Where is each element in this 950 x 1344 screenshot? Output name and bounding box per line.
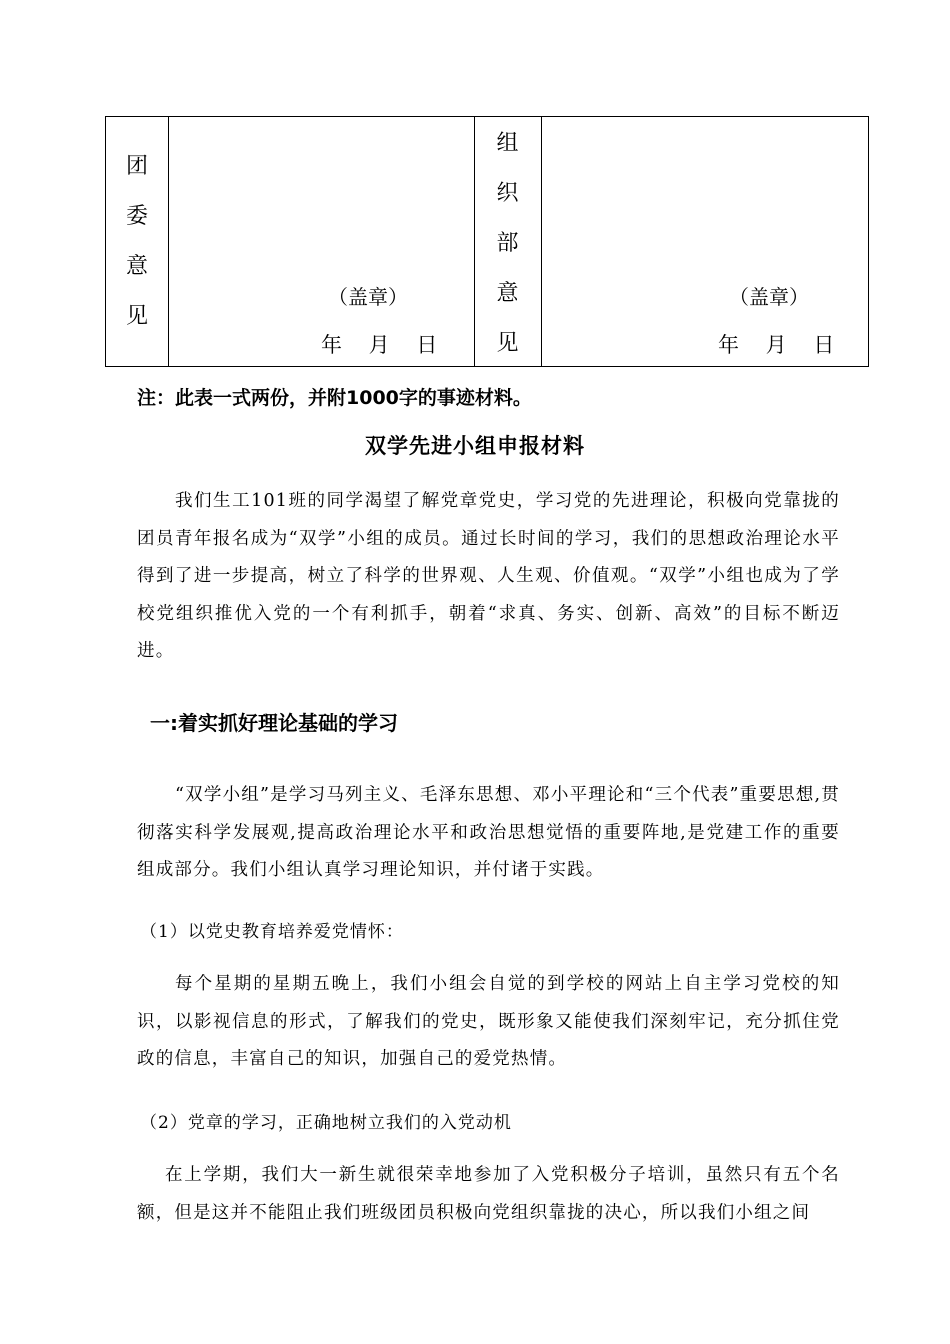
label-char: 意 [496,281,519,306]
league-committee-label-cell [106,117,169,366]
section-paragraph: “双学小组”是学习马列主义、毛泽东思想、邓小平理论和“三个代表”重要思想,贯彻落实科学发展观,提高政治理论水平和政治思想觉悟的重要阵地,是党建工作的重要组成部分。我们小组认真学习理论知识，并付诸于实践。 [137,785,840,881]
label-char: 组 [496,131,519,156]
date-label-left: 年 月 日 [321,333,439,357]
seal-label-right: （盖章） [729,285,809,309]
item2-text: 在上学期，我们大一新生就很荣幸地参加了入党积极分子培训，虽然只有五个名额，但是这并不能阻止我们班级团员积极向党组织靠拢的决心，所以我们小组之间 [137,1165,840,1223]
document-title: 双学先进小组申报材料 [365,434,585,458]
label-char: 意 [125,254,148,279]
section-heading: 一:着实抓好理论基础的学习 [150,711,398,735]
item1-text: 每个星期的星期五晚上，我们小组会自觉的到学校的网站上自主学习党校的知识，以影视信息的形式，了解我们的党史，既形象又能使我们深刻牢记，充分抓住党政的信息，丰富自己的知识，加强自己的爱党热情。 [137,974,840,1070]
label-char: 见 [125,304,148,329]
seal-label-left: （盖章） [328,285,408,309]
label-char: 见 [496,331,519,356]
item2-title: （2）党章的学习，正确地树立我们的入党动机 [140,1113,512,1133]
date-label-right: 年 月 日 [718,333,836,357]
label-char: 团 [125,154,148,179]
organization-dept-opinion-cell [541,117,868,366]
organization-dept-label-cell [474,117,542,366]
item1-title: （1）以党史教育培养爱党情怀： [140,922,404,942]
organization-dept-label [474,119,541,369]
league-committee-opinion-cell [168,117,475,366]
footnote: 注：此表一式两份，并附1000字的事迹材料。 [137,387,532,409]
label-char: 委 [125,204,148,229]
intro-paragraph: 我们生工101班的同学渴望了解党章党史，学习党的先进理论，积极向党靠拢的团员青年报名成为“双学”小组的成员。通过长时间的学习，我们的思想政治理论水平得到了进一步提高，树立了科学的世界观、人生观、价值观。“双学”小组也成为了学校党组织推优入党的一个有利抓手，朝着“求真、务实、创新、高效”的目标不断迈进。 [137,491,840,662]
approval-table [105,116,869,367]
label-char: 部 [496,231,519,256]
league-committee-label [106,142,168,342]
label-char: 织 [496,181,519,206]
